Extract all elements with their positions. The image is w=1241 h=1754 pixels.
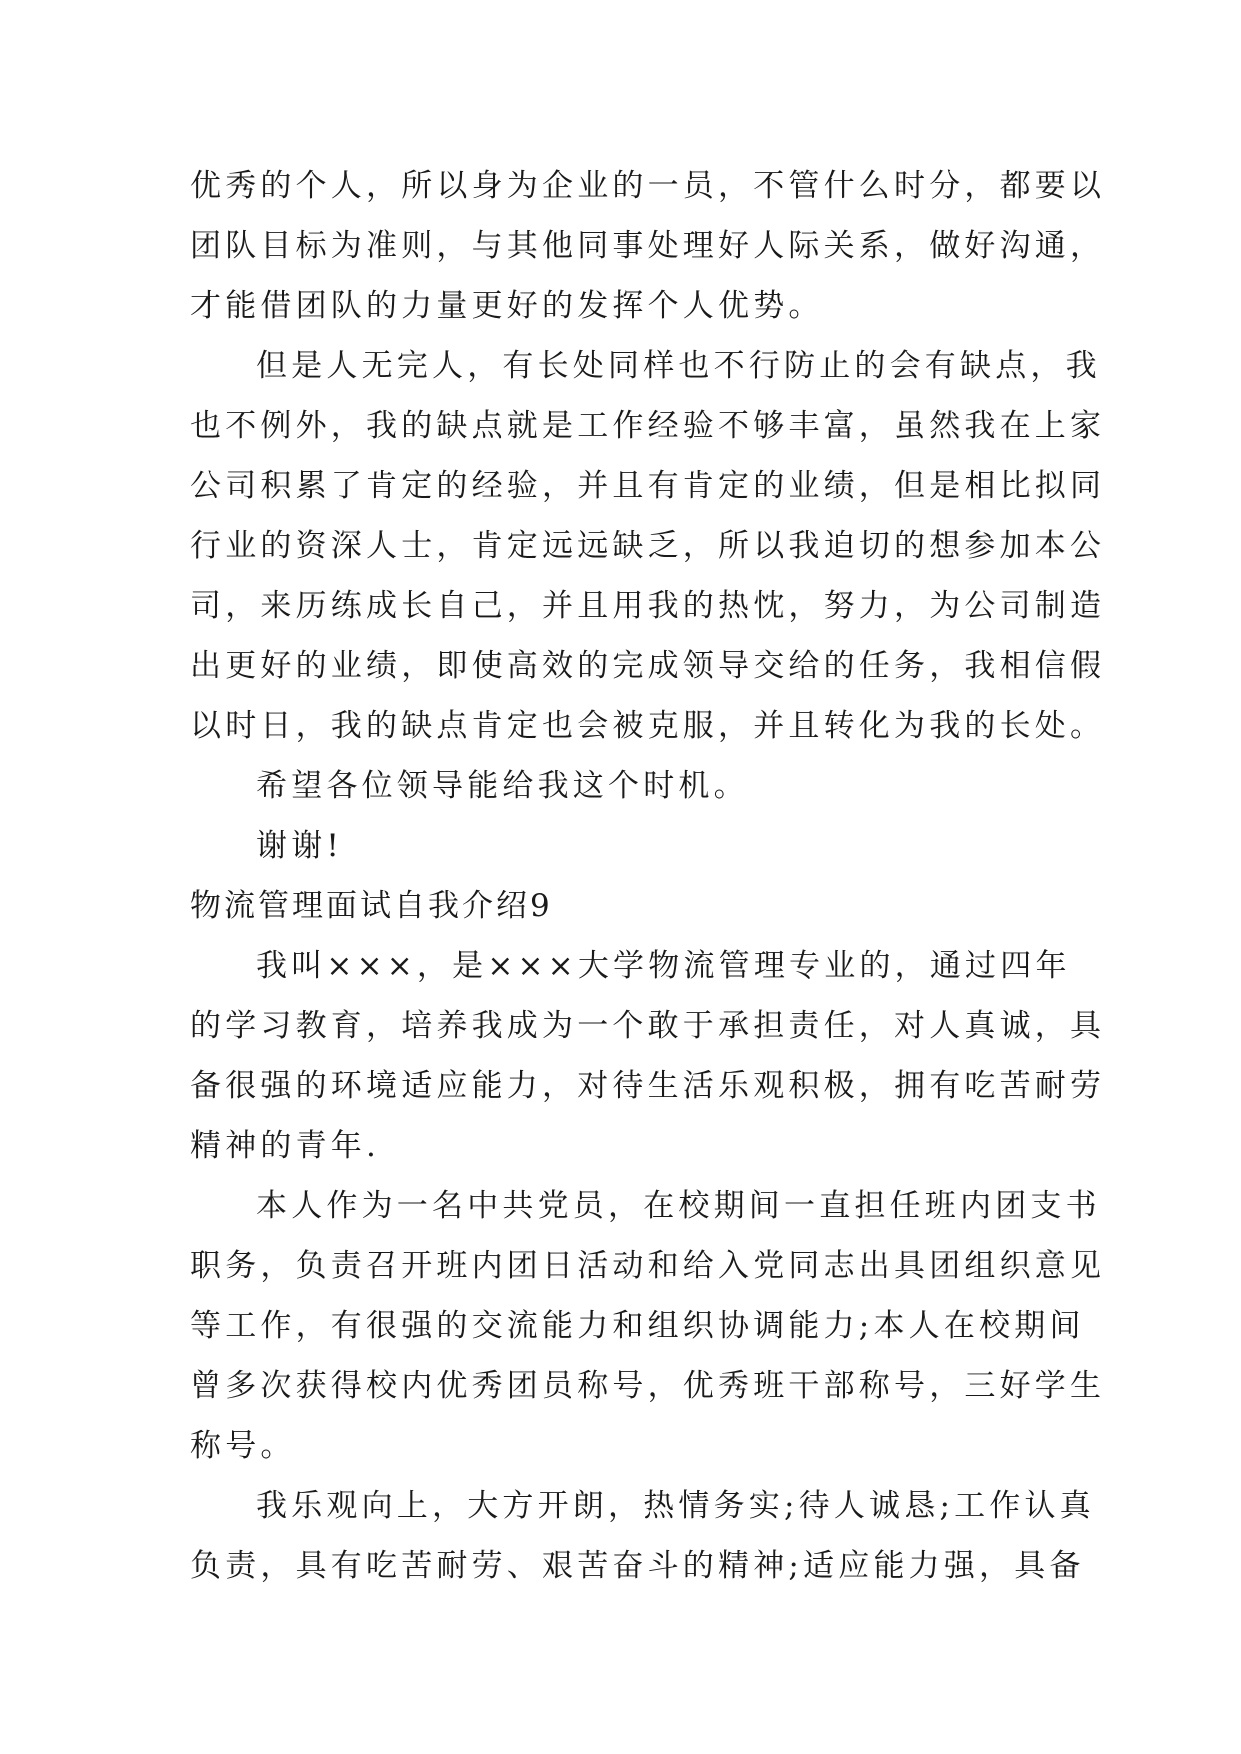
paragraph-start-line: 我叫×××，是×××大学物流管理专业的，通过四年 — [256, 948, 1071, 984]
paragraph-start-line: 希望各位领导能给我这个时机。 — [256, 768, 749, 804]
text-line: 也不例外，我的缺点就是工作经验不够丰富，虽然我在上家 — [190, 408, 1106, 444]
text-line: 司，来历练成长自己，并且用我的热忱，努力，为公司制造 — [190, 588, 1106, 624]
paragraph-start-line: 但是人无完人，有长处同样也不行防止的会有缺点，我 — [256, 348, 1101, 384]
paragraph-start-line: 本人作为一名中共党员，在校期间一直担任班内团支书 — [256, 1188, 1101, 1224]
text-line: 才能借团队的力量更好的发挥个人优势。 — [190, 288, 824, 324]
text-line: 负责，具有吃苦耐劳、艰苦奋斗的精神;适应能力强，具备 — [190, 1548, 1085, 1584]
text-line: 的学习教育，培养我成为一个敢于承担责任，对人真诚，具 — [190, 1008, 1106, 1044]
paragraph-start-line: 我乐观向上，大方开朗，热情务实;待人诚恳;工作认真 — [256, 1488, 1095, 1524]
text-line: 精神的青年. — [190, 1128, 381, 1164]
text-line: 等工作，有很强的交流能力和组织协调能力;本人在校期间 — [190, 1308, 1085, 1344]
paragraph-start-line: 谢谢! — [256, 828, 344, 864]
text-line: 以时日，我的缺点肯定也会被克服，并且转化为我的长处。 — [190, 708, 1106, 744]
text-line: 优秀的个人，所以身为企业的一员，不管什么时分，都要以 — [190, 168, 1106, 204]
text-line: 团队目标为准则，与其他同事处理好人际关系，做好沟通， — [190, 228, 1106, 264]
section-heading: 物流管理面试自我介绍9 — [190, 888, 553, 924]
text-line: 公司积累了肯定的经验，并且有肯定的业绩，但是相比拟同 — [190, 468, 1106, 504]
text-line: 出更好的业绩，即使高效的完成领导交给的任务，我相信假 — [190, 648, 1106, 684]
text-line: 称号。 — [190, 1428, 296, 1464]
text-line: 备很强的环境适应能力，对待生活乐观积极，拥有吃苦耐劳 — [190, 1068, 1106, 1104]
text-line: 曾多次获得校内优秀团员称号，优秀班干部称号，三好学生 — [190, 1368, 1106, 1404]
text-line: 行业的资深人士，肯定远远缺乏，所以我迫切的想参加本公 — [190, 528, 1106, 564]
text-line: 职务，负责召开班内团日活动和给入党同志出具团组织意见 — [190, 1248, 1106, 1284]
